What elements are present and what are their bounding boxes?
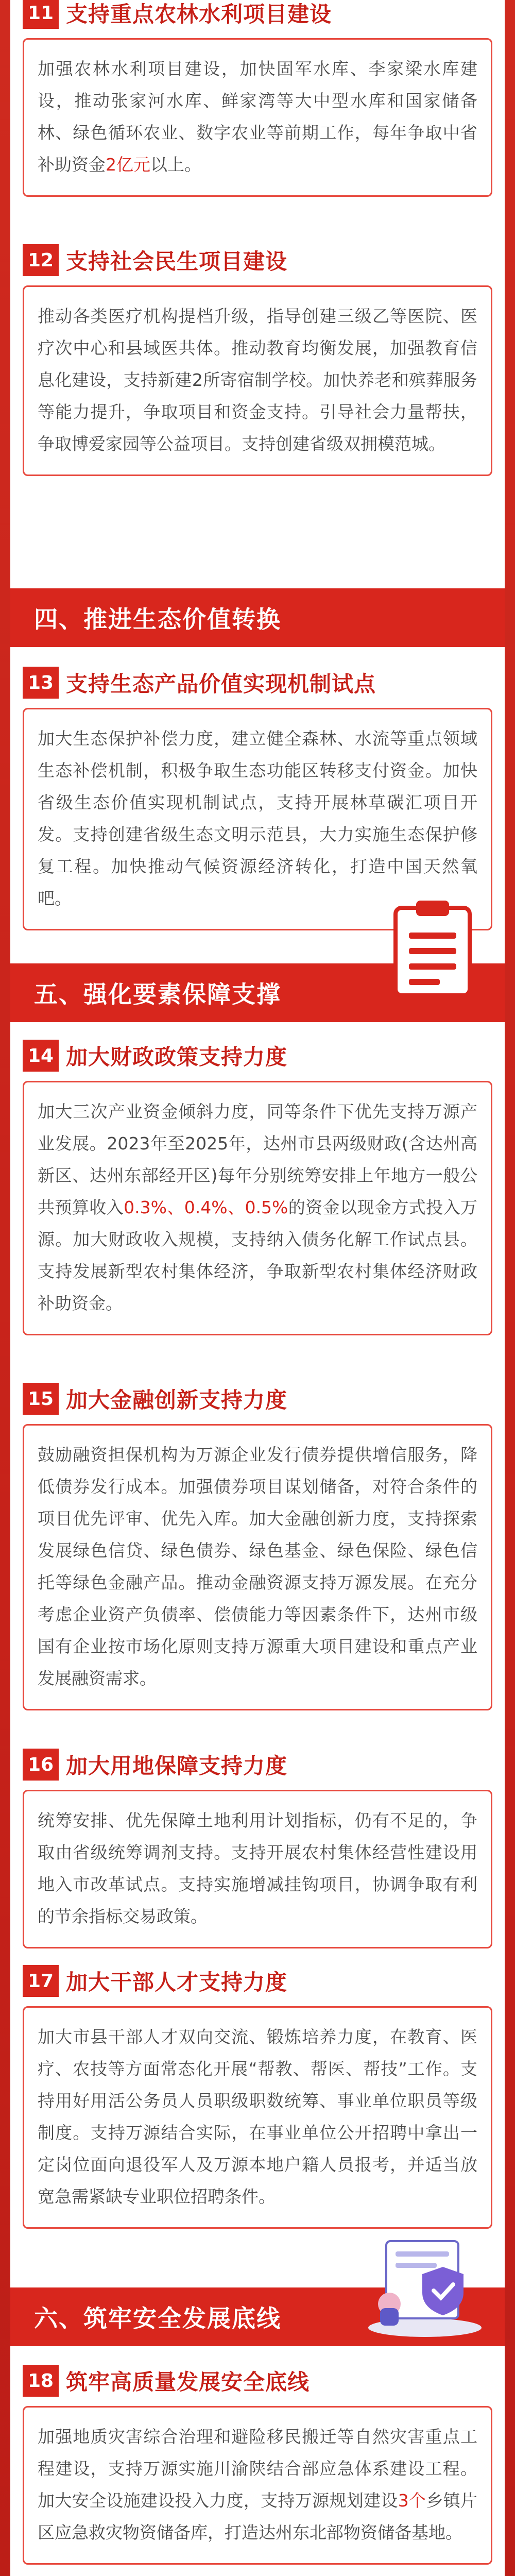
- section-title: 五、强化要素保障支撑: [34, 980, 281, 1008]
- highlight-text: 0.3%、0.4%、0.5%: [124, 1197, 288, 1217]
- policy-item-12: [23, 242, 492, 476]
- body-text: 加强地质灾害综合治理和避险移民搬迁等自然灾害重点工程建设，支持万源实施川渝陕结合部应急体系建设工程。加大安全设施建设投入力度，支持万源规划建设: [38, 2427, 477, 2511]
- item-body: [23, 38, 492, 197]
- item-title: 加大金融创新支持力度: [66, 1387, 288, 1413]
- item-header: [23, 0, 492, 31]
- policy-item-16: [23, 1747, 492, 1948]
- highlight-text: 2亿元: [106, 155, 150, 175]
- policy-item-17: [23, 1963, 492, 2229]
- section-banner-4: [10, 588, 505, 647]
- item-body: 统筹安排、优先保障土地利用计划指标，仍有不足的，争取由省级统筹调剂支持。支持开展农村集体经营性建设用地入市改革试点。支持实施增减挂钩项目，协调争取有利的节余指标交易政策。: [23, 1790, 492, 1948]
- item-number: 17: [23, 1965, 59, 1997]
- item-title: 加大干部人才支持力度: [66, 1970, 288, 1995]
- item-number: 14: [23, 1040, 59, 1072]
- highlight-text: 3个: [398, 2490, 426, 2511]
- item-title: 加大财政政策支持力度: [66, 1044, 288, 1070]
- item-header: [23, 2363, 492, 2399]
- item-number: 12: [23, 244, 59, 276]
- item-body: 加大市县干部人才双向交流、锻炼培养力度，在教育、医疗、农技等方面常态化开展“帮教、帮医、帮技”工作。支持用好用活公务员人员职级职数统筹、事业单位职员等级制度。支持万源结合实际，在事业单位公开招聘中拿出一定岗位面向退役军人及万源本地户籍人员报考，并适当放宽急需紧缺专业职位招聘条件。: [23, 2006, 492, 2229]
- item-header: [23, 1963, 492, 1999]
- item-title: 支持生态产品价值实现机制试点: [66, 671, 376, 697]
- item-title: 筑牢高质量发展安全底线: [66, 2369, 310, 2395]
- item-header: [23, 1381, 492, 1417]
- policy-item-11: [23, 0, 492, 197]
- item-body: [23, 1081, 492, 1335]
- item-number: 18: [23, 2365, 59, 2397]
- item-body: [23, 2406, 492, 2565]
- item-title: 加大用地保障支持力度: [66, 1753, 288, 1778]
- section-title: 六、筑牢安全发展底线: [34, 2304, 281, 2332]
- item-title: 支持社会民生项目建设: [66, 249, 288, 274]
- policy-item-14: [23, 1038, 492, 1335]
- item-body: 推动各类医疗机构提档升级，指导创建三级乙等医院、医疗次中心和县域医共体。推动教育均衡发展，加强教育信息化建设，支持新建2所寄宿制学校。加快养老和殡葬服务等能力提升，争取项目和资金支持。引导社会力量帮扶，争取博爱家园等公益项目。支持创建省级双拥模范城。: [23, 285, 492, 476]
- body-text: 的资金以现金方式投入万源。加大财政收入规模，支持纳入债务化解工作试点县。支持发展新型农村集体经济，争取新型农村集体经济财政补助资金。: [38, 1197, 478, 1313]
- body-text: 加大三次产业资金倾斜力度，同等条件下优先支持万源产业发展。2023年至2025年，达州市县两级财政(含达州高新区、达州东部经开区)每年分别统筹安排上年地方一般公共预算收入: [38, 1101, 477, 1217]
- body-text: 以上。: [150, 155, 201, 175]
- policy-item-18: [23, 2363, 492, 2565]
- item-number: 11: [23, 0, 59, 29]
- security-shield-icon: [366, 2231, 484, 2339]
- item-header: [23, 242, 492, 278]
- policy-item-15: [23, 1381, 492, 1710]
- item-number: 15: [23, 1383, 59, 1415]
- item-body: 加大生态保护补偿力度，建立健全森林、水流等重点领域生态补偿机制，积极争取生态功能区转移支付资金。加快省级生态价值实现机制试点，支持开展林草碳汇项目开发。支持创建省级生态文明示范县，大力实施生态保护修复工程。加快推动气候资源经济转化，打造中国天然氧吧。: [23, 708, 492, 930]
- item-header: [23, 1038, 492, 1074]
- item-header: [23, 1747, 492, 1783]
- item-title: 支持重点农林水利项目建设: [66, 2, 332, 27]
- body-text: 加强农林水利项目建设，加快固军水库、李家梁水库建设，推动张家河水库、鲜家湾等大中型水库和国家储备林、绿色循环农业、数字农业等前期工作，每年争取中省补助资金: [38, 59, 477, 175]
- section-title: 四、推进生态价值转换: [34, 605, 281, 633]
- item-body: 鼓励融资担保机构为万源企业发行债券提供增信服务，降低债券发行成本。加强债券项目谋划储备，对符合条件的项目优先评审、优先入库。加大金融创新力度，支持探索发展绿色信贷、绿色债券、绿色基金、绿色保险、绿色信托等绿色金融产品。推动金融资源支持万源发展。在充分考虑企业资产负债率、偿债能力等因素条件下，达州市级国有企业按市场化原则支持万源重大项目建设和重点产业发展融资需求。: [23, 1424, 492, 1710]
- item-number: 16: [23, 1749, 59, 1781]
- item-header: [23, 665, 492, 701]
- policy-item-13: [23, 665, 492, 930]
- item-number: 13: [23, 667, 59, 699]
- content-panel: [10, 0, 505, 2576]
- body-text: 乡镇片区应急救灾物资储备库，打造达州东北部物资储备基地。: [38, 2490, 478, 2543]
- clipboard-icon: [386, 896, 479, 999]
